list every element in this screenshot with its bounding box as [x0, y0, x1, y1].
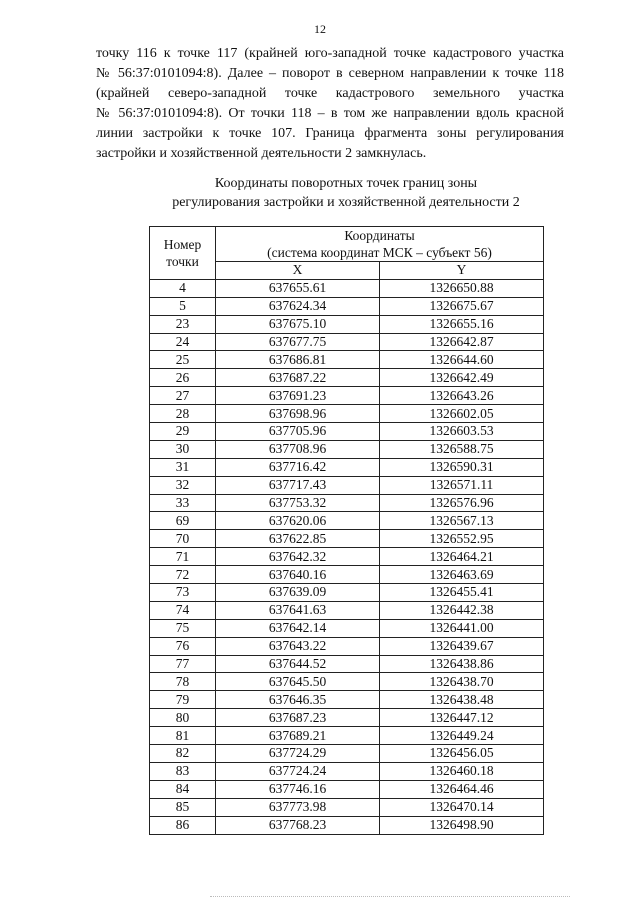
- x-coordinate-cell: 637773.98: [216, 798, 380, 816]
- table-row: [150, 458, 544, 476]
- body-paragraph: [96, 44, 564, 164]
- y-coordinate-cell: 1326456.05: [380, 745, 544, 763]
- x-coordinate-cell: 637708.96: [216, 440, 380, 458]
- point-number-cell: 29: [150, 423, 216, 441]
- paragraph-line: застройки и хозяйственной деятельности 2 замкнулась.: [96, 146, 427, 161]
- y-coordinate-cell: 1326642.87: [380, 333, 544, 351]
- table-row: [150, 530, 544, 548]
- y-coordinate-cell: 1326576.96: [380, 494, 544, 512]
- paragraph-line: № 56:37:0101094:8). От точки 118 – в том же направлении вдоль красной: [96, 106, 564, 121]
- point-number-cell: 86: [150, 816, 216, 834]
- table-row: [150, 673, 544, 691]
- point-number-cell: 77: [150, 655, 216, 673]
- y-coordinate-cell: 1326498.90: [380, 816, 544, 834]
- y-coordinate-cell: 1326590.31: [380, 458, 544, 476]
- x-coordinate-cell: 637622.85: [216, 530, 380, 548]
- x-coordinate-cell: 637705.96: [216, 423, 380, 441]
- x-coordinate-cell: 637717.43: [216, 476, 380, 494]
- y-coordinate-cell: 1326455.41: [380, 584, 544, 602]
- y-coordinate-cell: 1326675.67: [380, 297, 544, 315]
- table-row: [150, 351, 544, 369]
- y-coordinate-cell: 1326464.21: [380, 548, 544, 566]
- y-coordinate-cell: 1326567.13: [380, 512, 544, 530]
- point-number-cell: 71: [150, 548, 216, 566]
- point-number-cell: 79: [150, 691, 216, 709]
- y-coordinate-cell: 1326442.38: [380, 601, 544, 619]
- header-y: Y: [380, 262, 544, 280]
- y-coordinate-cell: 1326644.60: [380, 351, 544, 369]
- x-coordinate-cell: 637746.16: [216, 780, 380, 798]
- x-coordinate-cell: 637620.06: [216, 512, 380, 530]
- point-number-cell: 69: [150, 512, 216, 530]
- point-number-cell: 84: [150, 780, 216, 798]
- page-number: 12: [314, 22, 326, 36]
- point-number-cell: 30: [150, 440, 216, 458]
- point-number-cell: 5: [150, 297, 216, 315]
- x-coordinate-cell: 637687.22: [216, 369, 380, 387]
- point-number-cell: 85: [150, 798, 216, 816]
- point-number-cell: 31: [150, 458, 216, 476]
- x-coordinate-cell: 637624.34: [216, 297, 380, 315]
- point-number-cell: 28: [150, 405, 216, 423]
- table-row: [150, 548, 544, 566]
- table-row: [150, 709, 544, 727]
- table-row: [150, 780, 544, 798]
- y-coordinate-cell: 1326438.48: [380, 691, 544, 709]
- header-x: X: [216, 262, 380, 280]
- x-coordinate-cell: 637640.16: [216, 566, 380, 584]
- y-coordinate-cell: 1326602.05: [380, 405, 544, 423]
- x-coordinate-cell: 637677.75: [216, 333, 380, 351]
- point-number-cell: 72: [150, 566, 216, 584]
- table-row: [150, 476, 544, 494]
- table-row: [150, 745, 544, 763]
- x-coordinate-cell: 637675.10: [216, 315, 380, 333]
- footer-scan-line: [210, 896, 570, 899]
- x-coordinate-cell: 637753.32: [216, 494, 380, 512]
- table-row: [150, 297, 544, 315]
- table-row: [150, 691, 544, 709]
- table-title: [96, 174, 596, 212]
- x-coordinate-cell: 637639.09: [216, 584, 380, 602]
- x-coordinate-cell: 637689.21: [216, 727, 380, 745]
- point-number-cell: 4: [150, 279, 216, 297]
- point-number-cell: 73: [150, 584, 216, 602]
- y-coordinate-cell: 1326571.11: [380, 476, 544, 494]
- x-coordinate-cell: 637646.35: [216, 691, 380, 709]
- x-coordinate-cell: 637768.23: [216, 816, 380, 834]
- table-row: [150, 405, 544, 423]
- y-coordinate-cell: 1326643.26: [380, 387, 544, 405]
- table-row: [150, 727, 544, 745]
- x-coordinate-cell: 637643.22: [216, 637, 380, 655]
- header-coordinates-title: Координаты: [344, 228, 415, 243]
- y-coordinate-cell: 1326463.69: [380, 566, 544, 584]
- y-coordinate-cell: 1326441.00: [380, 619, 544, 637]
- table-row: [150, 619, 544, 637]
- x-coordinate-cell: 637655.61: [216, 279, 380, 297]
- paragraph-line: (крайней северо-западной точке кадастрового земельного участка: [96, 86, 564, 101]
- x-coordinate-cell: 637686.81: [216, 351, 380, 369]
- point-number-cell: 33: [150, 494, 216, 512]
- table-row: [150, 494, 544, 512]
- header-point-number: Номер точки: [150, 227, 216, 280]
- x-coordinate-cell: 637641.63: [216, 601, 380, 619]
- x-coordinate-cell: 637691.23: [216, 387, 380, 405]
- paragraph-line: линии застройки к точке 107. Граница фрагмента зоны регулирования: [96, 126, 564, 141]
- x-coordinate-cell: 637698.96: [216, 405, 380, 423]
- paragraph-line: точку 116 к точке 117 (крайней юго-западной точке кадастрового участка: [96, 46, 564, 61]
- coordinates-table: [149, 226, 544, 835]
- x-coordinate-cell: 637724.29: [216, 745, 380, 763]
- point-number-cell: 27: [150, 387, 216, 405]
- x-coordinate-cell: 637642.32: [216, 548, 380, 566]
- table-row: [150, 798, 544, 816]
- y-coordinate-cell: 1326447.12: [380, 709, 544, 727]
- point-number-cell: 82: [150, 745, 216, 763]
- table-row: [150, 333, 544, 351]
- point-number-cell: 23: [150, 315, 216, 333]
- y-coordinate-cell: 1326439.67: [380, 637, 544, 655]
- table-row: [150, 655, 544, 673]
- table-row: [150, 440, 544, 458]
- point-number-cell: 26: [150, 369, 216, 387]
- paragraph-line: № 56:37:0101094:8). Далее – поворот в северном направлении к точке 118: [96, 66, 564, 81]
- table-row: [150, 637, 544, 655]
- point-number-cell: 70: [150, 530, 216, 548]
- x-coordinate-cell: 637645.50: [216, 673, 380, 691]
- table-row: [150, 816, 544, 834]
- y-coordinate-cell: 1326603.53: [380, 423, 544, 441]
- y-coordinate-cell: 1326460.18: [380, 762, 544, 780]
- y-coordinate-cell: 1326438.86: [380, 655, 544, 673]
- point-number-cell: 80: [150, 709, 216, 727]
- x-coordinate-cell: 637724.24: [216, 762, 380, 780]
- y-coordinate-cell: 1326470.14: [380, 798, 544, 816]
- table-row: [150, 315, 544, 333]
- y-coordinate-cell: 1326655.16: [380, 315, 544, 333]
- table-row: [150, 279, 544, 297]
- x-coordinate-cell: 637687.23: [216, 709, 380, 727]
- table-row: [150, 584, 544, 602]
- y-coordinate-cell: 1326449.24: [380, 727, 544, 745]
- x-coordinate-cell: 637716.42: [216, 458, 380, 476]
- table-row: [150, 387, 544, 405]
- point-number-cell: 24: [150, 333, 216, 351]
- table-title-line: Координаты поворотных точек границ зоны: [214, 176, 478, 191]
- table-title-line: регулирования застройки и хозяйственной деятельности 2: [172, 195, 520, 210]
- point-number-cell: 78: [150, 673, 216, 691]
- y-coordinate-cell: 1326438.70: [380, 673, 544, 691]
- table-row: [150, 369, 544, 387]
- point-number-cell: 32: [150, 476, 216, 494]
- point-number-cell: 25: [150, 351, 216, 369]
- point-number-cell: 74: [150, 601, 216, 619]
- table-row: [150, 762, 544, 780]
- point-number-cell: 75: [150, 619, 216, 637]
- table-row: [150, 512, 544, 530]
- y-coordinate-cell: 1326650.88: [380, 279, 544, 297]
- table-row: [150, 423, 544, 441]
- y-coordinate-cell: 1326552.95: [380, 530, 544, 548]
- point-number-cell: 83: [150, 762, 216, 780]
- header-coordinates: [216, 227, 544, 262]
- point-number-cell: 76: [150, 637, 216, 655]
- y-coordinate-cell: 1326464.46: [380, 780, 544, 798]
- table-row: [150, 601, 544, 619]
- y-coordinate-cell: 1326642.49: [380, 369, 544, 387]
- x-coordinate-cell: 637644.52: [216, 655, 380, 673]
- x-coordinate-cell: 637642.14: [216, 619, 380, 637]
- y-coordinate-cell: 1326588.75: [380, 440, 544, 458]
- header-coordinate-system: (система координат МСК – субъект 56): [267, 245, 492, 260]
- point-number-cell: 81: [150, 727, 216, 745]
- table-row: [150, 566, 544, 584]
